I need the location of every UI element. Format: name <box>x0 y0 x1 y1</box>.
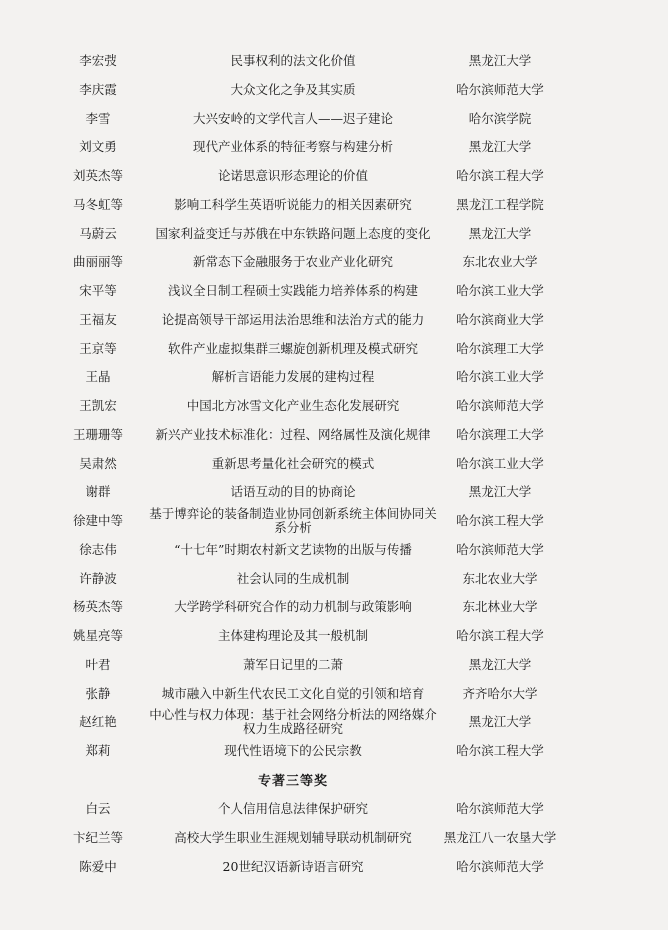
author-name: 王福友 <box>79 311 117 327</box>
institution-name: 哈尔滨工程大学 <box>456 168 544 183</box>
award-row <box>0 76 668 104</box>
award-row <box>0 680 668 708</box>
author-name: 郑莉 <box>85 743 111 758</box>
award-row <box>0 478 668 506</box>
institution-name: 哈尔滨师范大学 <box>456 81 544 97</box>
award-row <box>0 47 668 75</box>
award-row <box>0 737 668 765</box>
author-name: 王凯宏 <box>79 398 117 413</box>
author-name: 刘英杰等 <box>72 168 123 183</box>
work-title: 影响工科学生英语听说能力的相关因素研究 <box>174 196 412 212</box>
award-row <box>0 536 668 564</box>
institution-name: 哈尔滨师范大学 <box>456 858 544 874</box>
award-row <box>0 450 668 478</box>
author-name: 叶君 <box>85 656 111 672</box>
work-title: “十七年”时期农村新文艺读物的出版与传播 <box>174 541 412 557</box>
institution-name: 东北林业大学 <box>462 599 538 615</box>
institution-name: 哈尔滨师范大学 <box>456 398 544 413</box>
author-name: 马冬虹等 <box>72 196 123 212</box>
author-name: 陈爱中 <box>79 858 117 874</box>
institution-name: 黑龙江大学 <box>468 656 532 672</box>
work-title: 解析言语能力发展的建构过程 <box>211 369 375 385</box>
author-name: 许静波 <box>79 570 117 586</box>
work-title: 论诺思意识形态理论的价值 <box>217 168 368 183</box>
work-title: 新常态下金融服务于农业产业化研究 <box>192 254 393 270</box>
work-title: 现代性语境下的公民宗教 <box>224 743 362 758</box>
author-name: 宋平等 <box>79 283 117 298</box>
award-row <box>0 565 668 593</box>
work-title: 主体建构理论及其一般机制 <box>217 628 368 643</box>
author-name: 谢群 <box>85 484 111 500</box>
institution-name: 哈尔滨师范大学 <box>456 541 544 557</box>
author-name: 李雪 <box>85 110 111 126</box>
institution-name: 哈尔滨工程大学 <box>456 513 544 528</box>
award-row <box>0 795 668 823</box>
work-title: 中国北方冰雪文化产业生态化发展研究 <box>186 398 400 413</box>
work-title: 基于博弈论的装备制造业协同创新系统主体间协同关系分析 <box>149 506 437 535</box>
award-row <box>0 421 668 449</box>
work-title: 民事权利的法文化价值 <box>230 53 356 68</box>
author-name: 吴肃然 <box>79 455 117 471</box>
author-name: 曲丽丽等 <box>72 254 123 270</box>
institution-name: 哈尔滨工业大学 <box>456 369 544 385</box>
award-row <box>0 507 668 535</box>
author-name: 张静 <box>85 685 111 701</box>
author-name: 王珊珊等 <box>72 426 123 442</box>
award-row <box>0 133 668 161</box>
work-title: 20世纪汉语新诗语言研究 <box>222 858 364 874</box>
institution-name: 哈尔滨工程大学 <box>456 743 544 758</box>
author-name: 杨英杰等 <box>72 599 123 615</box>
work-title: 新兴产业技术标准化：过程、网络属性及演化规律 <box>155 426 431 442</box>
institution-name: 哈尔滨工业大学 <box>456 283 544 298</box>
author-name: 刘文勇 <box>79 139 117 155</box>
institution-name: 哈尔滨工业大学 <box>456 455 544 471</box>
award-row <box>0 363 668 391</box>
work-title: 中心性与权力体现：基于社会网络分析法的网络媒介权力生成路径研究 <box>149 707 437 737</box>
work-title: 国家利益变迁与苏俄在中东铁路问题上态度的变化 <box>155 225 431 241</box>
award-row <box>0 651 668 679</box>
award-row <box>0 248 668 276</box>
work-title: 重新思考量化社会研究的模式 <box>211 455 375 471</box>
author-name: 徐志伟 <box>79 541 117 557</box>
work-title: 城市融入中新生代农民工文化自觉的引领和培育 <box>161 685 425 701</box>
institution-name: 哈尔滨学院 <box>468 110 532 126</box>
award-row <box>0 162 668 190</box>
institution-name: 黑龙江大学 <box>468 139 532 155</box>
author-name: 李宏弢 <box>79 53 117 68</box>
award-row <box>0 622 668 650</box>
institution-name: 哈尔滨商业大学 <box>456 311 544 327</box>
work-title: 浅议全日制工程硕士实践能力培养体系的构建 <box>167 283 418 298</box>
institution-name: 东北农业大学 <box>462 570 538 586</box>
work-title: 现代产业体系的特征考察与构建分析 <box>192 139 393 155</box>
award-row <box>0 392 668 420</box>
award-row <box>0 708 668 736</box>
section-header: 专著三等奖 <box>257 773 328 789</box>
work-title: 大学跨学科研究合作的动力机制与政策影响 <box>174 599 412 615</box>
work-title: 话语互动的目的协商论 <box>230 484 356 500</box>
institution-name: 黑龙江工程学院 <box>456 196 544 212</box>
award-row <box>0 306 668 334</box>
work-title: 大众文化之争及其实质 <box>230 81 356 97</box>
institution-name: 黑龙江大学 <box>468 484 532 500</box>
author-name: 卞纪兰等 <box>72 829 123 845</box>
work-title: 大兴安岭的文学代言人——迟子建论 <box>192 110 393 126</box>
institution-name: 哈尔滨理工大学 <box>456 426 544 442</box>
author-name: 马蔚云 <box>79 225 117 241</box>
institution-name: 黑龙江八一农垦大学 <box>443 829 557 845</box>
author-name: 徐建中等 <box>72 513 123 528</box>
award-row <box>0 824 668 852</box>
author-name: 姚星亮等 <box>72 628 123 643</box>
award-row <box>0 277 668 305</box>
author-name: 王京等 <box>79 340 117 356</box>
institution-name: 黑龙江大学 <box>468 714 532 730</box>
award-row <box>0 220 668 248</box>
work-title: 高校大学生职业生涯规划辅导联动机制研究 <box>174 829 412 845</box>
institution-name: 齐齐哈尔大学 <box>462 685 538 701</box>
award-row <box>0 105 668 133</box>
institution-name: 黑龙江大学 <box>468 225 532 241</box>
award-row <box>0 335 668 363</box>
author-name: 李庆霞 <box>79 81 117 97</box>
author-name: 赵红艳 <box>79 714 117 730</box>
work-title: 社会认同的生成机制 <box>236 570 350 586</box>
author-name: 白云 <box>85 801 111 816</box>
institution-name: 哈尔滨理工大学 <box>456 340 544 356</box>
work-title: 萧军日记里的二萧 <box>242 656 343 672</box>
work-title: 个人信用信息法律保护研究 <box>217 801 368 816</box>
award-row <box>0 191 668 219</box>
work-title: 论提高领导干部运用法治思维和法治方式的能力 <box>161 311 425 327</box>
author-name: 王晶 <box>85 369 111 385</box>
institution-name: 哈尔滨工程大学 <box>456 628 544 643</box>
award-row <box>0 853 668 881</box>
award-row <box>0 593 668 621</box>
institution-name: 东北农业大学 <box>462 254 538 270</box>
institution-name: 黑龙江大学 <box>468 53 532 68</box>
work-title: 软件产业虚拟集群三螺旋创新机理及模式研究 <box>167 340 418 356</box>
institution-name: 哈尔滨师范大学 <box>456 801 544 816</box>
